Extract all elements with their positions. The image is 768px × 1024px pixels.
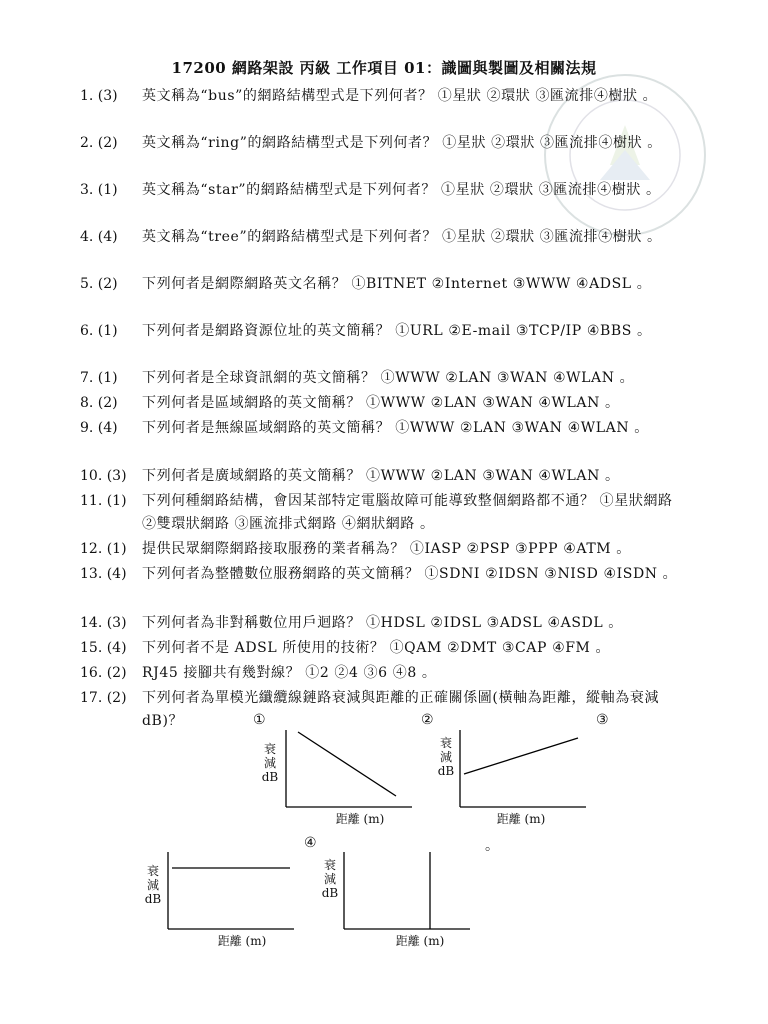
question-item <box>80 538 690 561</box>
question-item <box>80 132 690 155</box>
question-text: 英文稱為“ring”的網路結構型式是下列何者？ ①星狀 ②環狀 ③匯流排④樹狀 。 <box>142 135 662 151</box>
question-text: 下列何者是網際網路英文名稱？ ①BITNET ②Internet ③WWW ④ADSL 。 <box>142 276 652 292</box>
question-text: 下列何者是廣域網路的英文簡稱？ ①WWW ②LAN ③WAN ④WLAN 。 <box>142 468 620 484</box>
question-item <box>80 367 690 390</box>
question-item <box>80 85 690 108</box>
graph-1-plot <box>284 730 414 810</box>
question-number: 5. (2) <box>80 276 118 292</box>
graph-option-3 <box>142 852 302 962</box>
question-number: 15. (4) <box>80 640 127 656</box>
option-1-marker: ① <box>253 712 266 728</box>
question-number: 9. (4) <box>80 420 118 436</box>
question-number: 3. (1) <box>80 182 118 198</box>
question-text: 下列何者為單模光纖纜線鏈路衰減與距離的正確關係圖(橫軸為距離，縱軸為衰減 dB)？ <box>142 690 660 729</box>
x-axis-label: 距離 (m) <box>496 812 546 826</box>
question-number: 14. (3) <box>80 615 127 631</box>
graph-4-plot <box>342 852 472 932</box>
page-title: 17200 網路架設 丙級 工作項目 01：識圖與製圖及相關法規 <box>171 59 597 77</box>
question-number: 7. (1) <box>80 370 118 386</box>
question-text: 下列何者是無線區域網路的英文簡稱？ ①WWW ②LAN ③WAN ④WLAN 。 <box>142 420 649 436</box>
question-text: 下列何者是區域網路的英文簡稱？ ①WWW ②LAN ③WAN ④WLAN 。 <box>142 395 620 411</box>
question-item <box>80 320 690 343</box>
question-text: 下列何者不是 ADSL 所使用的技術？ ①QAM ②DMT ③CAP ④FM 。 <box>142 640 611 656</box>
question-number: 6. (1) <box>80 323 118 339</box>
x-axis-label: 距離 (m) <box>217 934 267 948</box>
y-axis-label: 衰 減 dB <box>321 858 339 900</box>
question-item <box>80 392 690 415</box>
question-item <box>80 662 690 685</box>
question-number: 17. (2) <box>80 690 127 706</box>
question-number: 8. (2) <box>80 395 118 411</box>
question-text: 下列何者為整體數位服務網路的英文簡稱？ ①SDNI ②IDSN ③NISD ④ISDN 。 <box>142 566 678 582</box>
question-number: 10. (3) <box>80 468 127 484</box>
y-axis-label: 衰 減 dB <box>437 736 455 778</box>
y-axis-label: 衰 減 dB <box>261 742 279 784</box>
question-item <box>80 637 690 660</box>
graph-option-1 <box>260 730 420 840</box>
option-3-marker: ③ <box>596 712 609 728</box>
question-number: 12. (1) <box>80 541 127 557</box>
question-text: 下列何者為非對稱數位用戶迴路？ ①HDSL ②IDSL ③ADSL ④ASDL 。 <box>142 615 623 631</box>
question-item <box>80 273 690 296</box>
question-number: 1. (3) <box>80 88 118 104</box>
question-number: 11. (1) <box>80 493 127 509</box>
question-text: 下列何者是全球資訊網的英文簡稱？ ①WWW ②LAN ③WAN ④WLAN 。 <box>142 370 635 386</box>
question-item <box>80 179 690 202</box>
question-text: 下列何種網路結構，會因某部特定電腦故障可能導致整個網路都不通？ ①星狀網路 ②雙環狀網路 ③匯流排式網路 ④網狀網路 。 <box>142 493 673 532</box>
graph-2-plot <box>458 730 588 810</box>
graph-3-plot <box>166 852 296 932</box>
question-number: 16. (2) <box>80 665 127 681</box>
question-item <box>80 612 690 635</box>
x-axis-label: 距離 (m) <box>395 934 445 948</box>
question-text: 提供民眾網際網路接取服務的業者稱為？ ①IASP ②PSP ③PPP ④ATM 。 <box>142 541 631 557</box>
question-text: 英文稱為“bus”的網路結構型式是下列何者？ ①星狀 ②環狀 ③匯流排④樹狀 。 <box>142 88 658 104</box>
question-number: 4. (4) <box>80 229 118 245</box>
question-item <box>80 417 690 440</box>
end-mark: 。 <box>485 838 499 854</box>
graph-option-2 <box>436 730 596 840</box>
graph-option-4 <box>320 852 480 962</box>
question-item <box>80 490 690 536</box>
question-item <box>80 226 690 249</box>
question-item <box>80 563 690 586</box>
question-text: 英文稱為“tree”的網路結構型式是下列何者？ ①星狀 ②環狀 ③匯流排④樹狀 。 <box>142 229 662 245</box>
question-number: 2. (2) <box>80 135 118 151</box>
y-axis-label: 衰 減 dB <box>144 864 162 906</box>
question-number: 13. (4) <box>80 566 127 582</box>
question-text: 英文稱為“star”的網路結構型式是下列何者？ ①星狀 ②環狀 ③匯流排④樹狀 。 <box>142 182 661 198</box>
question-item <box>80 465 690 488</box>
x-axis-label: 距離 (m) <box>335 812 385 826</box>
question-text: 下列何者是網路資源位址的英文簡稱？ ①URL ②E-mail ③TCP/IP ④BBS 。 <box>142 323 652 339</box>
option-2-marker: ② <box>421 712 434 728</box>
question-text: RJ45 接腳共有幾對線？ ①2 ②4 ③6 ④8 。 <box>142 665 437 681</box>
option-4-marker: ④ <box>304 835 317 851</box>
